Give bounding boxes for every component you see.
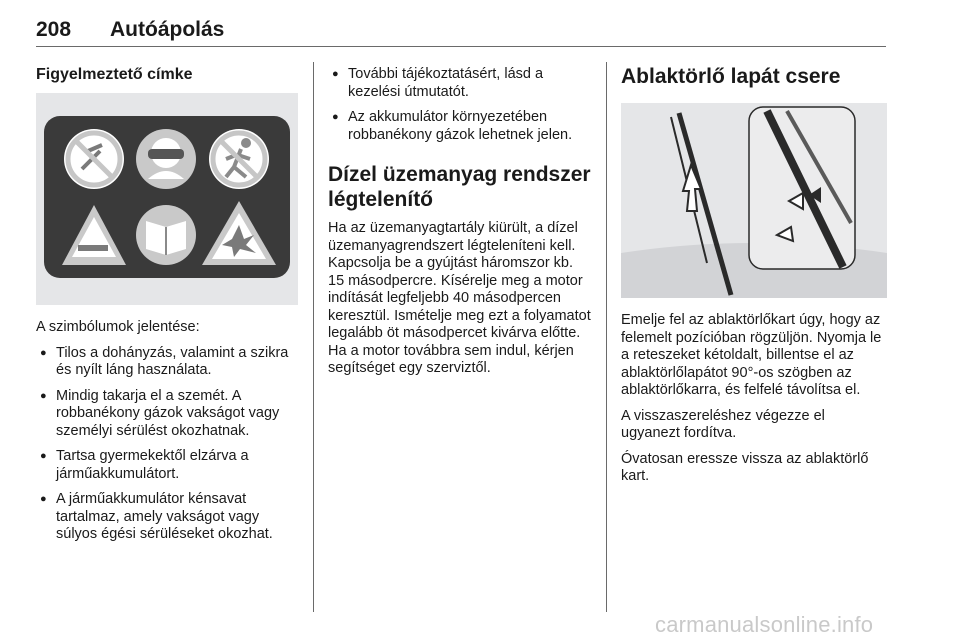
warning-label-illustration: [36, 93, 298, 305]
keep-children-away-icon: [209, 129, 269, 189]
list-item: ● Tilos a dohányzás, valamint a szikra és nyílt láng használata.: [36, 345, 298, 380]
symbols-intro: A szimbólumok jelentése:: [36, 319, 200, 335]
diesel-bleed-body: Ha az üzemanyagtartály kiürült, a dízel üzemanyagrendszert légteleníteni kell. Kapcsolja be a gyújtást háromszor kb. 15 másodpercre. Kísérelje meg a motor indítását legfeljebb 40 másodpercen keresztül. Ismételje meg ezt a folyamatot legalább öt másodpercet kivárva előtte. Ha a motor továbbra sem indul, kérjen segítséget egy szerviztől.: [328, 220, 591, 376]
column-left: [36, 62, 298, 552]
list-item: ● További tájékoztatásért, lásd a kezelési útmutatót.: [328, 66, 593, 101]
wiper-blade-icon: [621, 103, 887, 298]
no-smoking-icon: [64, 129, 124, 189]
battery-info-list: [328, 66, 593, 144]
column-right: [621, 62, 887, 486]
chapter-title: Autóápolás: [110, 18, 225, 41]
list-item: ● A járműakkumulátor kénsavat tartalmaz, amely vakságot vagy súlyos égési sérüléseket okozhat.: [36, 491, 298, 544]
column-divider-2: [606, 62, 607, 612]
list-item: ● Mindig takarja el a szemét. A robbanékony gázok vakságot vagy személyi sérülést okozhatnak.: [36, 388, 298, 441]
column-middle: [328, 62, 593, 378]
wiper-step-3: Óvatosan eressze vissza az ablaktörlő kart.: [621, 450, 869, 484]
eye-protection-icon: [136, 129, 196, 189]
warning-symbols-icon: [36, 93, 298, 305]
section-heading-wiper-blade: Ablaktörlő lapát csere: [621, 65, 841, 88]
wiper-step-1: Emelje fel az ablaktörlőkart úgy, hogy az felemelt pozícióban rögzüljön. Nyomja le a reteszeket kétoldalt, billentse el az ablaktörlőlapátot 90°-os szögben az ablaktörlőkarra, és felfelé távolítsa el.: [621, 312, 882, 398]
wiper-step-2: A visszaszereléshez végezze el ugyanezt fordítva.: [621, 407, 825, 441]
list-item: ● Tartsa gyermekektől elzárva a járműakkumulátort.: [36, 448, 298, 483]
watermark-url: carmanualsonline.info: [655, 612, 874, 637]
symbols-list: [36, 345, 298, 544]
page-header: [36, 10, 886, 47]
section-heading-diesel-bleed: Dízel üzemanyag rendszer légtelenítő: [328, 163, 591, 211]
read-manual-icon: [136, 205, 196, 265]
wiper-illustration: [621, 103, 887, 298]
list-item: ● Az akkumulátor környezetében robbanékony gázok lehetnek jelen.: [328, 109, 593, 144]
section-heading-warning-label: Figyelmeztető címke: [36, 66, 193, 83]
page-number: 208: [36, 18, 72, 41]
column-divider-1: [313, 62, 314, 612]
